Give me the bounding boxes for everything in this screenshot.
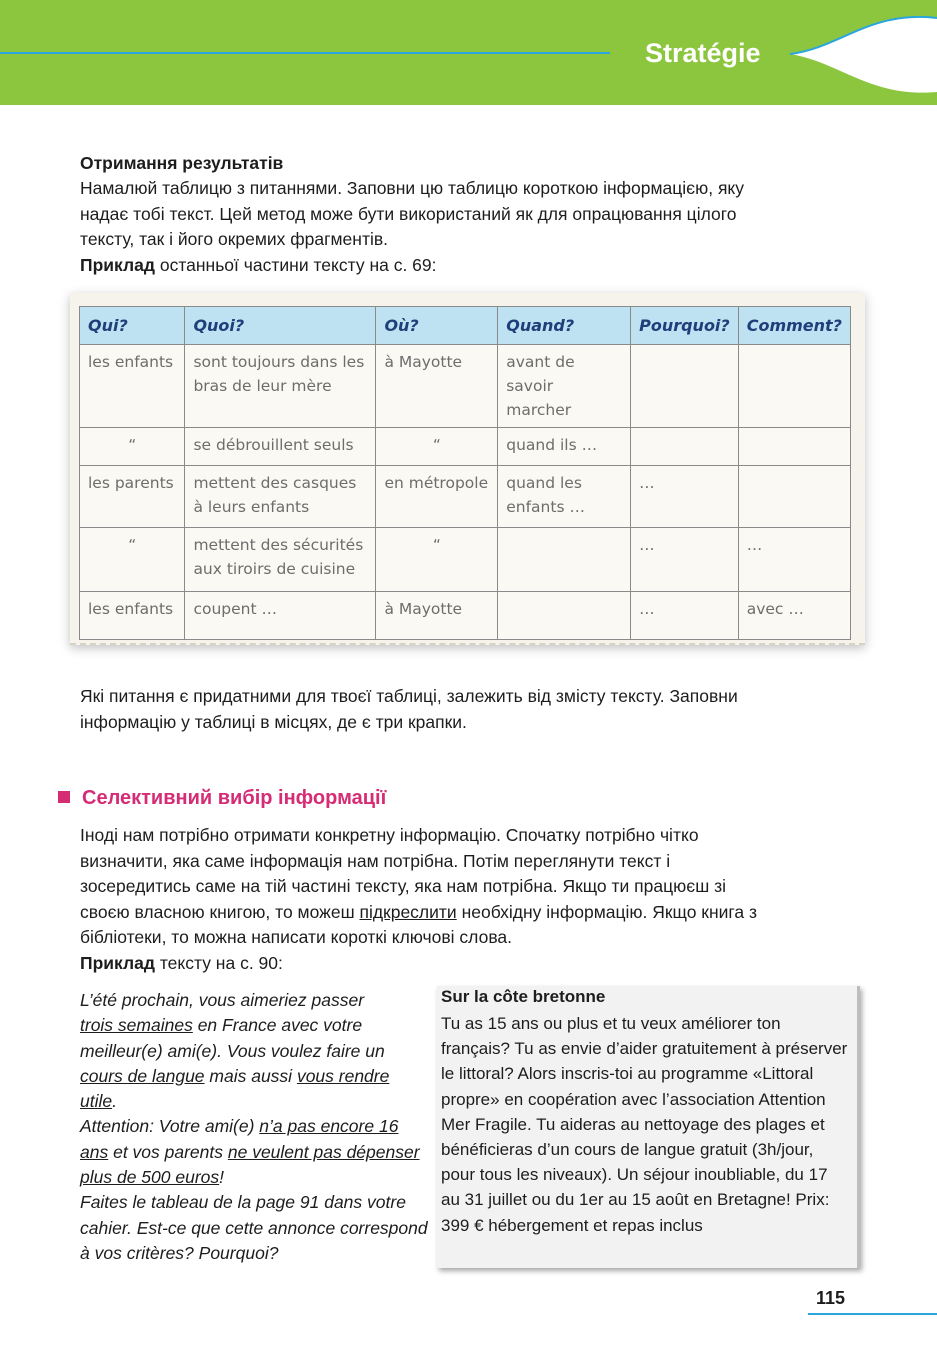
task-text-span: Attention: Votre ami(e) [80, 1116, 260, 1137]
task-text-span: et vos parents [108, 1141, 228, 1162]
table-cell: coupent … [185, 592, 376, 640]
table-cell: mettent des casques à leurs enfants [185, 466, 376, 528]
underlined-word: підкреслити [359, 901, 457, 922]
task-text-span: ! [219, 1167, 225, 1188]
page-number: 115 [816, 1288, 846, 1308]
header-title: Stratégie [645, 38, 761, 68]
underlined-phrase: vous rendre utile [80, 1065, 390, 1112]
table-header-cell: Où? [376, 307, 498, 345]
table-cell: “ [376, 428, 498, 466]
example-label: Приклад [80, 254, 155, 275]
task-text-span: mais aussi [204, 1065, 297, 1086]
section1-example-line [80, 253, 437, 279]
section1-line: тексту, так і його окремих фрагментів. [80, 229, 389, 249]
table-cell: … [631, 528, 739, 592]
section2-heading-text: Селективний вибір інформації [82, 787, 387, 809]
ad-text: Tu as 15 ans ou plus et tu veux améliorer ton français? Tu as envie d’aider gratuitement à préserver le littoral? Alors inscris-toi au programme «Littoral propre» en coopération avec l’association Attention Mer Fragile. Tu aideras au nettoyage des plages et bénéficieras d’un cours de langue gratuit (3h/jour, pour tous les niveaux). Un séjour inoubliable, du 17 au 31 juillet ou du 1er au 15 août en Bretagne! Prix: 399 € hébergement et repas inclus [441, 1014, 848, 1235]
task-text-span: . [112, 1091, 117, 1112]
table-cell: avant de savoir marcher [498, 345, 631, 428]
section1-heading: Отримання результатів [80, 153, 284, 173]
table-header-row [80, 307, 851, 345]
section2-line: зосередитись саме на тій частині тексту, яка нам потрібна. Якщо ти працюєш зі [80, 876, 727, 896]
task-text-span: L’été prochain, vous aimeriez passer [80, 990, 365, 1010]
table-cell: “ [376, 528, 498, 592]
table-cell: en métropole [376, 466, 498, 528]
table-row [80, 466, 851, 528]
underlined-phrase: trois semaines [80, 1015, 193, 1036]
table-cell [738, 428, 850, 466]
header-wave-decoration [0, 0, 937, 105]
section1-line: Намалюй таблицю з питаннями. Заповни цю таблицю короткою інформацією, яку [80, 178, 745, 198]
section2-heading [58, 787, 386, 810]
table-header-cell: Pourquoi? [631, 307, 739, 345]
after-table-line: інформацію у таблиці в місцях, де є три крапки. [80, 711, 467, 732]
underlined-phrase: cours de langue [80, 1065, 205, 1086]
example-table [79, 306, 851, 640]
table-cell: à Mayotte [376, 592, 498, 640]
section2-line-text: своєю власною книгою, то можеш [80, 901, 360, 922]
bullet-square-icon [58, 791, 70, 803]
table-cell: quand les enfants … [498, 466, 631, 528]
table-cell: les parents [80, 466, 185, 528]
example-label: Приклад [80, 952, 155, 973]
underlined-phrase: n’a pas encore 16 ans [80, 1116, 399, 1162]
table-row [80, 428, 851, 466]
table-cell: avec … [738, 592, 850, 640]
table-row [80, 528, 851, 592]
table-header-cell: Qui? [80, 307, 185, 345]
table-row [80, 345, 851, 428]
task-text-span: Faites le tableau de la page 91 dans votre cahier. Est-ce que cette annonce correspond à vos critères? Pourquoi? [80, 1192, 428, 1263]
table-cell: “ [80, 428, 185, 466]
table-header-cell: Quoi? [185, 307, 376, 345]
task-text-italic [80, 988, 430, 1266]
task-text-span: en France avec votre meilleur(e) ami(e). Vous voulez faire un [80, 1015, 385, 1061]
section2-line: Іноді нам потрібно отримати конкретну інформацію. Спочатку потрібно чітко [80, 825, 699, 845]
section2-line-text: необхідну інформацію. Якщо книга з [456, 901, 758, 922]
table-cell: les enfants [80, 345, 185, 428]
table-cell [631, 428, 739, 466]
table-row [80, 592, 851, 640]
table-cell: … [631, 466, 739, 528]
table-cell [498, 528, 631, 592]
example-text: тексту на с. 90: [154, 952, 283, 973]
section2-example-line [80, 951, 283, 977]
example-table-card [70, 293, 865, 645]
table-cell [631, 345, 739, 428]
table-header-cell: Comment? [738, 307, 850, 345]
underlined-phrase: ne veulent pas dépenser plus de 500 euros [80, 1141, 420, 1188]
table-header-cell: Quand? [498, 307, 631, 345]
ad-title: Sur la côte bretonne [441, 987, 606, 1006]
table-cell: mettent des sécurités aux tiroirs de cuisine [185, 528, 376, 592]
table-cell [738, 466, 850, 528]
table-cell: les enfants [80, 592, 185, 640]
after-table-line: Які питання є придатними для твоєї таблиці, залежить від змісту тексту. Заповни [80, 686, 738, 706]
section1-line: надає тобі текст. Цей метод може бути використаний як для опрацювання цілого [80, 203, 737, 224]
table-cell: sont toujours dans les bras de leur mère [185, 345, 376, 428]
table-cell: quand ils … [498, 428, 631, 466]
page-number-rule [808, 1313, 937, 1315]
ad-box [437, 986, 860, 1268]
table-cell: se débrouillent seuls [185, 428, 376, 466]
section2-line: бібліотеки, то можна написати короткі ключові слова. [80, 927, 513, 947]
table-cell: … [631, 592, 739, 640]
table-cell [498, 592, 631, 640]
table-cell: … [738, 528, 850, 592]
table-cell: à Mayotte [376, 345, 498, 428]
section2-line [80, 900, 757, 926]
table-cell: “ [80, 528, 185, 592]
section2-line: визначити, яка саме інформація нам потрібна. Потім переглянути текст і [80, 850, 671, 871]
example-text: останньої частини тексту на с. 69: [154, 254, 437, 275]
table-cell [738, 345, 850, 428]
